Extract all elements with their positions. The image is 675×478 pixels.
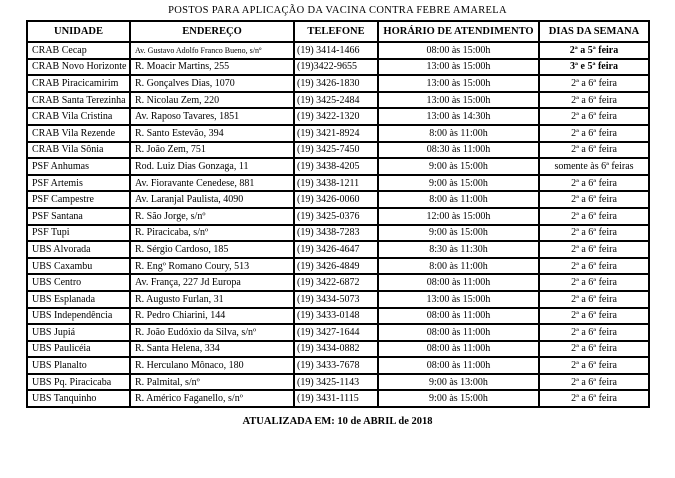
column-header-dias: DIAS DA SEMANA (539, 21, 649, 42)
cell-telefone: (19) 3426-4647 (294, 241, 378, 258)
cell-telefone: (19) 3426-0060 (294, 191, 378, 208)
table-row (27, 341, 649, 358)
cell-unidade: CRAB Piracicamirim (27, 75, 130, 92)
cell-endereco: R. Palmital, s/nº (130, 374, 294, 391)
table-row (27, 291, 649, 308)
cell-unidade: UBS Planalto (27, 357, 130, 374)
cell-dias: 2ª a 6ª feira (539, 390, 649, 407)
cell-horario: 08:00 às 11:00h (378, 308, 539, 325)
cell-telefone: (19) 3434-0882 (294, 341, 378, 358)
cell-endereco: R. Nicolau Zem, 220 (130, 92, 294, 109)
table-row (27, 308, 649, 325)
cell-horario: 08:00 às 11:00h (378, 324, 539, 341)
cell-telefone: (19) 3438-7283 (294, 225, 378, 242)
cell-unidade: UBS Tanquinho (27, 390, 130, 407)
cell-unidade: PSF Anhumas (27, 158, 130, 175)
cell-dias: 2ª a 6ª feira (539, 324, 649, 341)
cell-unidade: CRAB Novo Horizonte (27, 59, 130, 76)
cell-unidade: PSF Tupi (27, 225, 130, 242)
cell-endereco: R. Santo Estevão, 394 (130, 125, 294, 142)
cell-horario: 9:00 às 15:00h (378, 175, 539, 192)
cell-telefone: (19) 3425-1143 (294, 374, 378, 391)
cell-dias: 2ª a 6ª feira (539, 75, 649, 92)
cell-dias: 2ª a 6ª feira (539, 108, 649, 125)
cell-horario: 13:00 às 15:00h (378, 59, 539, 76)
cell-telefone: (19) 3425-2484 (294, 92, 378, 109)
cell-unidade: CRAB Vila Rezende (27, 125, 130, 142)
cell-telefone: (19) 3433-0148 (294, 308, 378, 325)
cell-horario: 8:00 às 11:00h (378, 125, 539, 142)
cell-unidade: UBS Jupiá (27, 324, 130, 341)
cell-horario: 9:00 às 15:00h (378, 158, 539, 175)
cell-endereco: R. Piracicaba, s/nº (130, 225, 294, 242)
cell-unidade: UBS Esplanada (27, 291, 130, 308)
cell-unidade: CRAB Cecap (27, 42, 130, 59)
cell-dias: 2ª a 6ª feira (539, 142, 649, 159)
cell-endereco: R. Pedro Chiarini, 144 (130, 308, 294, 325)
cell-unidade: UBS Independência (27, 308, 130, 325)
cell-unidade: UBS Centro (27, 274, 130, 291)
table-row (27, 59, 649, 76)
cell-unidade: UBS Pq. Piracicaba (27, 374, 130, 391)
cell-telefone: (19) 3422-6872 (294, 274, 378, 291)
cell-telefone: (19) 3414-1466 (294, 42, 378, 59)
cell-unidade: CRAB Santa Terezinha (27, 92, 130, 109)
cell-endereco: Av. Laranjal Paulista, 4090 (130, 191, 294, 208)
cell-telefone: (19) 3421-8924 (294, 125, 378, 142)
table-row (27, 390, 649, 407)
updated-date: ATUALIZADA EM: 10 de ABRIL de 2018 (242, 416, 433, 428)
cell-unidade: CRAB Vila Cristina (27, 108, 130, 125)
cell-horario: 08:00 às 11:00h (378, 274, 539, 291)
cell-telefone: (19) 3433-7678 (294, 357, 378, 374)
table-row (27, 374, 649, 391)
cell-telefone: (19) 3425-0376 (294, 208, 378, 225)
cell-horario: 9:00 às 13:00h (378, 374, 539, 391)
table-row (27, 108, 649, 125)
cell-horario: 8:00 às 11:00h (378, 191, 539, 208)
cell-dias: 2ª a 6ª feira (539, 291, 649, 308)
cell-dias: 2ª a 6ª feira (539, 92, 649, 109)
table-row (27, 241, 649, 258)
cell-telefone: (19) 3427-1644 (294, 324, 378, 341)
cell-unidade: PSF Santana (27, 208, 130, 225)
cell-telefone: (19) 3425-7450 (294, 142, 378, 159)
column-header-endereco: ENDEREÇO (130, 21, 294, 42)
table-row (27, 208, 649, 225)
cell-endereco: Av. Raposo Tavares, 1851 (130, 108, 294, 125)
cell-endereco: R. Herculano Mônaco, 180 (130, 357, 294, 374)
cell-endereco: R. João Eudóxio da Silva, s/nº (130, 324, 294, 341)
cell-endereco: R. Gonçalves Dias, 1070 (130, 75, 294, 92)
cell-telefone: (19) 3431-1115 (294, 390, 378, 407)
table-body (27, 42, 649, 407)
cell-endereco: Av. Gustavo Adolfo Franco Bueno, s/nº (130, 42, 294, 59)
cell-unidade: PSF Campestre (27, 191, 130, 208)
cell-horario: 8:30 às 11:30h (378, 241, 539, 258)
cell-dias: 2ª a 6ª feira (539, 341, 649, 358)
cell-dias: 2ª a 5ª feira (539, 42, 649, 59)
table-row (27, 158, 649, 175)
cell-telefone: (19) 3426-4849 (294, 258, 378, 275)
cell-telefone: (19) 3434-5073 (294, 291, 378, 308)
table-row (27, 142, 649, 159)
table-row (27, 42, 649, 59)
cell-telefone: (19) 3426-1830 (294, 75, 378, 92)
cell-horario: 13:00 às 14:30h (378, 108, 539, 125)
cell-dias: somente às 6ª feiras (539, 158, 649, 175)
cell-telefone: (19) 3438-1211 (294, 175, 378, 192)
cell-endereco: R. João Zem, 751 (130, 142, 294, 159)
cell-dias: 3ª e 5ª feira (539, 59, 649, 76)
cell-horario: 8:00 às 11:00h (378, 258, 539, 275)
table-row (27, 258, 649, 275)
cell-unidade: CRAB Vila Sônia (27, 142, 130, 159)
cell-horario: 13:00 às 15:00h (378, 92, 539, 109)
table-row (27, 92, 649, 109)
cell-endereco: R. Américo Faganello, s/nº (130, 390, 294, 407)
cell-endereco: Av. França, 227 Jd Europa (130, 274, 294, 291)
cell-dias: 2ª a 6ª feira (539, 225, 649, 242)
cell-unidade: UBS Paulicéia (27, 341, 130, 358)
cell-dias: 2ª a 6ª feira (539, 274, 649, 291)
page-title: POSTOS PARA APLICAÇÃO DA VACINA CONTRA FEBRE AMARELA (168, 5, 507, 16)
cell-horario: 08:00 às 15:00h (378, 42, 539, 59)
cell-horario: 13:00 às 15:00h (378, 75, 539, 92)
cell-dias: 2ª a 6ª feira (539, 175, 649, 192)
cell-horario: 08:00 às 11:00h (378, 357, 539, 374)
cell-endereco: R. Sérgio Cardoso, 185 (130, 241, 294, 258)
cell-horario: 12:00 às 15:00h (378, 208, 539, 225)
cell-dias: 2ª a 6ª feira (539, 374, 649, 391)
cell-horario: 9:00 às 15:00h (378, 390, 539, 407)
table-row (27, 357, 649, 374)
cell-endereco: R. Moacir Martins, 255 (130, 59, 294, 76)
cell-telefone: (19) 3438-4205 (294, 158, 378, 175)
table-row (27, 274, 649, 291)
table-row (27, 125, 649, 142)
column-header-horario: HORÁRIO DE ATENDIMENTO (378, 21, 539, 42)
cell-endereco: R. Santa Helena, 334 (130, 341, 294, 358)
cell-horario: 08:30 às 11:00h (378, 142, 539, 159)
cell-dias: 2ª a 6ª feira (539, 357, 649, 374)
table-row (27, 175, 649, 192)
cell-horario: 9:00 às 15:00h (378, 225, 539, 242)
column-header-telefone: TELEFONE (294, 21, 378, 42)
vaccine-posts-table (26, 20, 650, 408)
cell-endereco: Rod. Luiz Dias Gonzaga, 11 (130, 158, 294, 175)
cell-endereco: Av. Fioravante Cenedese, 881 (130, 175, 294, 192)
cell-dias: 2ª a 6ª feira (539, 191, 649, 208)
cell-dias: 2ª a 6ª feira (539, 241, 649, 258)
cell-dias: 2ª a 6ª feira (539, 208, 649, 225)
cell-telefone: (19) 3422-1320 (294, 108, 378, 125)
column-header-unidade: UNIDADE (27, 21, 130, 42)
cell-unidade: UBS Caxambu (27, 258, 130, 275)
cell-horario: 08:00 às 11:00h (378, 341, 539, 358)
cell-unidade: UBS Alvorada (27, 241, 130, 258)
cell-dias: 2ª a 6ª feira (539, 308, 649, 325)
table-row (27, 324, 649, 341)
table-header-row (27, 21, 649, 42)
cell-unidade: PSF Artemis (27, 175, 130, 192)
cell-horario: 13:00 às 15:00h (378, 291, 539, 308)
cell-endereco: R. Engº Romano Coury, 513 (130, 258, 294, 275)
cell-endereco: R. Augusto Furlan, 31 (130, 291, 294, 308)
table-row (27, 75, 649, 92)
cell-telefone: (19)3422-9655 (294, 59, 378, 76)
cell-endereco: R. São Jorge, s/nº (130, 208, 294, 225)
cell-dias: 2ª a 6ª feira (539, 258, 649, 275)
cell-dias: 2ª a 6ª feira (539, 125, 649, 142)
table-row (27, 225, 649, 242)
table-row (27, 191, 649, 208)
